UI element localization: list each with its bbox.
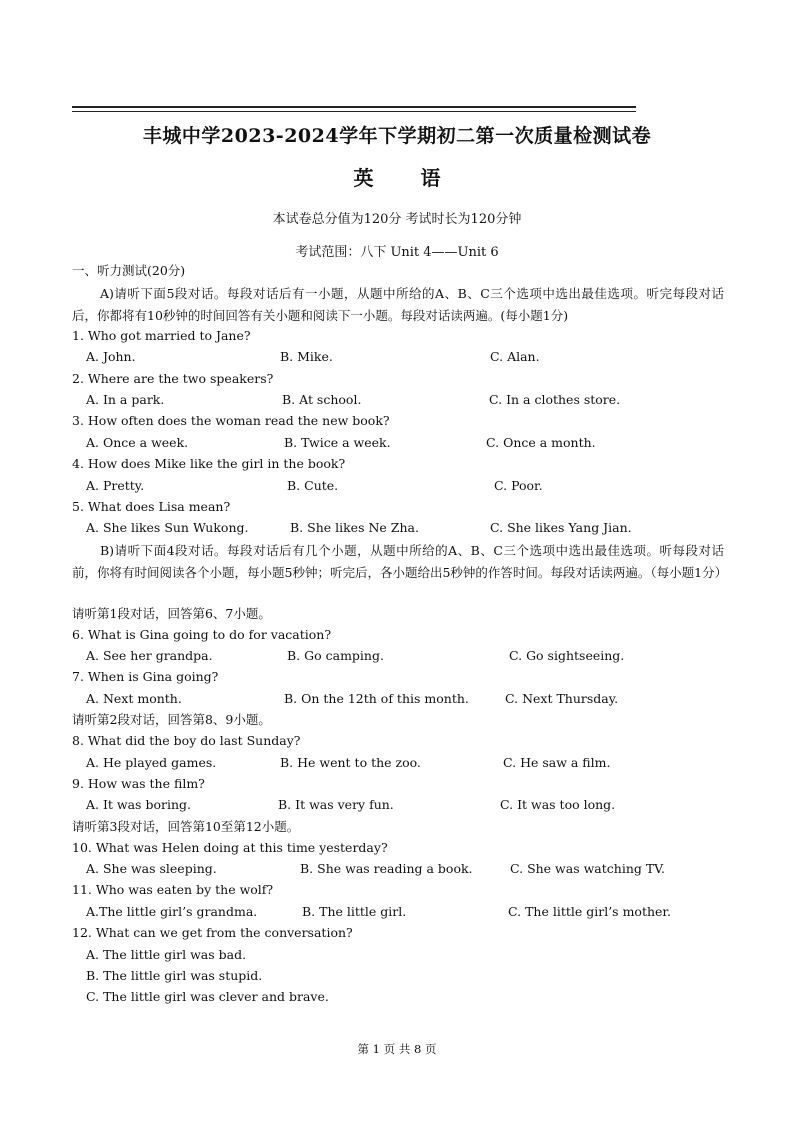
q5-option-a: A. She likes Sun Wukong. [86, 520, 249, 535]
q10-option-a: A. She was sleeping. [86, 861, 217, 876]
dialog-2-prompt: 请听第2段对话，回答第8、9小题。 [72, 712, 271, 727]
q6-option-c: C. Go sightseeing. [509, 648, 625, 663]
question-4: 4. How does Mike like the girl in the book? [72, 456, 346, 471]
question-11: 11. Who was eaten by the wolf? [72, 882, 274, 897]
q3-option-b: B. Twice a week. [284, 435, 391, 450]
q5-option-c: C. She likes Yang Jian. [490, 520, 632, 535]
q3-option-a: A. Once a week. [86, 435, 189, 450]
question-3: 3. How often does the woman read the new book? [72, 413, 390, 428]
q10-option-c: C. She was watching TV. [510, 861, 665, 876]
q6-option-b: B. Go camping. [287, 648, 384, 663]
subject-char-2: 语 [420, 166, 441, 190]
q4-option-c: C. Poor. [494, 478, 543, 493]
section-heading: 一、听力测试(20分) [72, 263, 186, 278]
q8-option-c: C. He saw a film. [503, 755, 611, 770]
q1-option-c: C. Alan. [490, 349, 540, 364]
question-10: 10. What was Helen doing at this time yesterday? [72, 840, 388, 855]
q2-option-c: C. In a clothes store. [489, 392, 621, 407]
q2-option-a: A. In a park. [86, 392, 165, 407]
top-rule-thick [72, 106, 636, 108]
question-2: 2. Where are the two speakers? [72, 371, 274, 386]
subject-char-1: 英 [353, 166, 374, 190]
top-rule-thin [72, 111, 636, 112]
question-12: 12. What can we get from the conversation? [72, 925, 353, 940]
q1-option-a: A. John. [86, 349, 136, 364]
question-5: 5. What does Lisa mean? [72, 499, 231, 514]
page-number: 第 1 页 共 8 页 [357, 1042, 437, 1056]
q4-option-b: B. Cute. [287, 478, 339, 493]
subject-title [0, 162, 794, 191]
q9-option-c: C. It was too long. [500, 797, 616, 812]
q11-option-c: C. The little girl’s mother. [508, 904, 671, 919]
exam-scope: 考试范围：八下 Unit 4——Unit 6 [295, 245, 499, 260]
question-7: 7. When is Gina going? [72, 669, 219, 684]
dialog-1-prompt: 请听第1段对话，回答第6、7小题。 [72, 606, 271, 621]
score-info: 本试卷总分值为120分 考试时长为120分钟 [272, 212, 522, 227]
q3-option-c: C. Once a month. [486, 435, 596, 450]
question-1: 1. Who got married to Jane? [72, 328, 251, 343]
q7-option-c: C. Next Thursday. [505, 691, 619, 706]
q7-option-b: B. On the 12th of this month. [284, 691, 469, 706]
q8-option-a: A. He played games. [86, 755, 217, 770]
q2-option-b: B. At school. [282, 392, 362, 407]
part-a-instructions: A)请听下面5段对话。每段对话后有一小题，从题中所给的A、B、C三个选项中选出最佳选项。听完每段对话后，你都将有10秒钟的时间回答有关小题和阅读下一小题。每段对话读两遍。(每小题1分) [72, 286, 724, 323]
q9-option-b: B. It was very fun. [278, 797, 394, 812]
dialog-3-prompt: 请听第3段对话，回答第10至第12小题。 [72, 819, 300, 834]
q5-option-b: B. She likes Ne Zha. [290, 520, 419, 535]
q11-option-b: B. The little girl. [302, 904, 407, 919]
q11-option-a: A.The little girl’s grandma. [86, 904, 258, 919]
q8-option-b: B. He went to the zoo. [280, 755, 421, 770]
question-6: 6. What is Gina going to do for vacation? [72, 627, 332, 642]
question-9: 9. How was the film? [72, 776, 205, 791]
part-b-instructions: B)请听下面4段对话。每段对话后有几个小题，从题中所给的A、B、C三个选项中选出最佳选项。听每段对话前，你将有时间阅读各个小题，每小题5秒钟；听完后，各小题给出5秒钟的作答时间。每段对话读两遍。（每小题1分） [72, 543, 728, 580]
q6-option-a: A. See her grandpa. [86, 648, 213, 663]
q7-option-a: A. Next month. [86, 691, 182, 706]
q12-option-c: C. The little girl was clever and brave. [86, 989, 329, 1004]
q4-option-a: A. Pretty. [86, 478, 145, 493]
question-8: 8. What did the boy do last Sunday? [72, 733, 301, 748]
q1-option-b: B. Mike. [280, 349, 333, 364]
q12-option-b: B. The little girl was stupid. [86, 968, 263, 983]
exam-title: 丰城中学2023-2024学年下学期初二第一次质量检测试卷 [142, 125, 652, 147]
q12-option-a: A. The little girl was bad. [86, 947, 247, 962]
q10-option-b: B. She was reading a book. [300, 861, 473, 876]
q9-option-a: A. It was boring. [86, 797, 191, 812]
